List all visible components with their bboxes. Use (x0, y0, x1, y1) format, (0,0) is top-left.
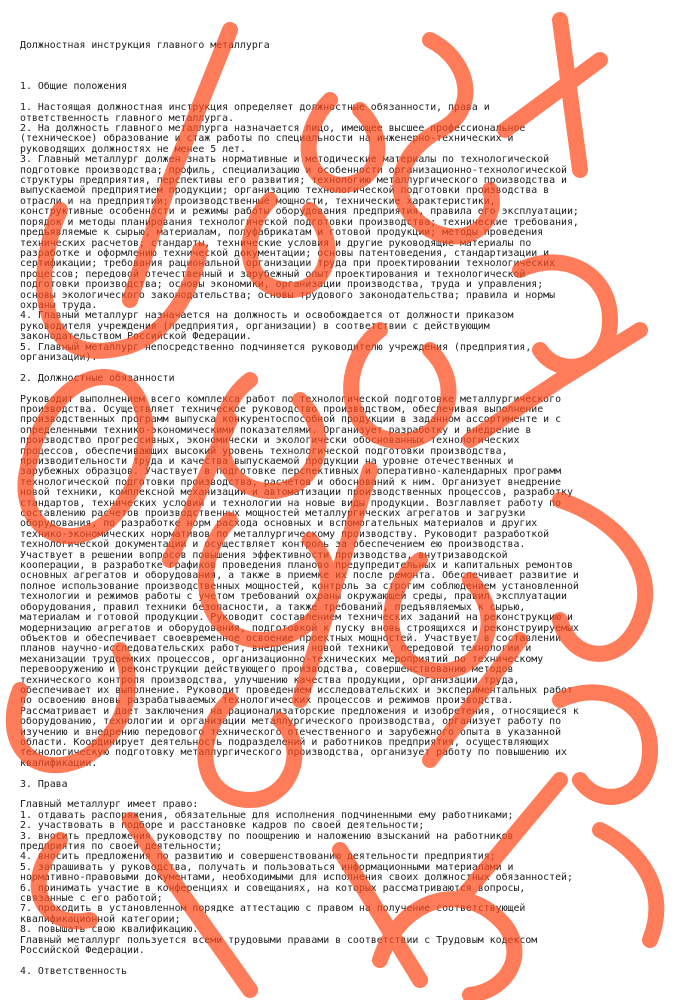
text-line: производства. Осуществляет техническое руководство производством, обеспечивая выполнение (20, 403, 544, 415)
text-line: основных агрегатов и оборудования, а также в приемке их после ремонта. Обеспечивает развитие и (20, 570, 579, 582)
paragraph (20, 103, 688, 363)
text-line: предъявляемые к сырью, материалам, полуфабрикатам и готовой продукции; методы проведения (20, 227, 544, 239)
text-line: 2. На должность главного металлурга назначается лицо, имеющее высшее профессиональное (20, 123, 526, 135)
heading-line: 2. Должностные обязанности (20, 372, 175, 384)
text-line: Главный металлург имеет право: (20, 799, 199, 811)
text-line: материалам и готовой продукции. Руководит составлением технических заданий на реконструкцию и (20, 612, 573, 624)
text-line: производственных программ выпуска конкурентоспособной продукции в заданном ассортименте и с (20, 414, 562, 426)
text-line: 3. вносить предложения руководству по поощрению и наложению взысканий на работников (20, 830, 514, 842)
heading-line: 4. Ответственность (20, 965, 128, 977)
text-line: руководителя учреждения (предприятия, организации) в соответствии с действующим (20, 320, 490, 332)
heading-line: 1. Общие положения (20, 81, 128, 93)
text-line: новой техники, комплексной механизации и автоматизации производственных процессов, разработку (20, 487, 573, 499)
text-line: 6. принимать участие в конференциях и совещаниях, на которых рассматриваются вопросы, (20, 882, 526, 894)
text-line: технико-экономических нормативов по металлургическому производству. Руководит разработкой (20, 528, 550, 540)
text-line: разработке и оформлению технической документации; основы патентоведения, стандартизации и (20, 247, 550, 259)
heading-line: 3. Права (20, 778, 68, 790)
text-line: ответственность главного металлурга. (20, 112, 235, 124)
section-heading (20, 374, 688, 384)
text-line: по освоению вновь разрабатываемых технологических процессов и режимов производства. (20, 695, 514, 707)
text-line: основы экологического законодательства; основы трудового законодательства; правила и нормы (20, 289, 556, 301)
text-line: предприятия по своей деятельности; (20, 841, 223, 852)
text-line: оборудования, по разработке норм расхода основных и вспомогательных материалов и других (20, 518, 538, 530)
text-line: оборудования, правил техники безопасности, а также требований, предъявляемых к сырью, (20, 601, 526, 613)
text-line: оборудованию, технологии и организации металлургического производства, организует работу по (20, 716, 562, 728)
text-line: квалификационной категории; (20, 913, 181, 925)
text-line: технических расчетов; стандарты, технические условия и другие руководящие материалы по (20, 237, 532, 249)
text-line: 8. повышать свою квалификацию. (20, 924, 199, 936)
text-line: объектов и обеспечивает своевременное освоение проектных мощностей. Участвует в составлении (20, 632, 562, 644)
text-line: процессов, обеспечивающих высокий уровень технологической подготовки производства, (20, 445, 508, 457)
blank-line (20, 769, 688, 779)
text-line: 4. Главный металлург назначается на должность и освобождается от должности приказом (20, 310, 514, 322)
text-line: составлению расчетов производственных мощностей металлургических агрегатов и загрузки (20, 508, 526, 520)
text-line: обеспечивает их выполнение. Руководит проведением исследовательских и экспериментальных работ (20, 684, 573, 696)
text-line: (техническое) образование и стаж работы по специальности на инженерно-технических и (20, 133, 514, 145)
text-line: порядок и методы планирования технологической подготовки производства; технические требования, (20, 216, 579, 228)
text-line: конструктивные особенности и режимы работы оборудования предприятия, правила его эксплуатации; (20, 206, 579, 218)
text-line: производство прогрессивных, экономически и экологически обоснованных технологических (20, 435, 520, 447)
text-line: изучению и внедрению передового технического отечественного и зарубежного опыта в указанной (20, 726, 562, 738)
text-line: технологической подготовки производства, расчетов и обоснований к ним. Организует внедрение (20, 476, 562, 488)
text-line: кооперации, в разработке графиков проведения планово предупредительных и капитальных ремонтов (20, 560, 573, 572)
text-line: Участвует в решении вопросов повышения эффективности производства, внутризаводской (20, 549, 508, 561)
text-line: производительности труда и качества выпускаемой продукции на уровне отечественных и (20, 456, 514, 467)
text-line: планов научно-исследовательских работ, внедрения новой техники, передовой технологии и (20, 643, 532, 655)
text-line: процессов; передовой отечественный и зарубежный опыт проектирования и технологической (20, 268, 526, 280)
text-line: нормативно-правовыми документами, необходимыми для исполнения своих должностных обязанностей; (20, 872, 573, 884)
text-line: Главный металлург пользуется всеми трудовыми правами в соответствии с Трудовым кодексом (20, 934, 538, 946)
text-line: механизации трудоемких процессов, организационно-технических мероприятий по техническому (20, 653, 544, 665)
text-line: модернизацию агрегатов и оборудования, подготовкой к пуску вновь строящихся и реконструируемых (20, 622, 579, 634)
text-line: охраны труда. (20, 299, 98, 311)
text-line: 5. Главный металлург непосредственно подчиняется руководителю учреждения (предприятия, (20, 341, 532, 353)
text-line: зарубежных образцов. Участвует в подготовке перспективных и оперативно-календарных программ (20, 466, 562, 478)
text-line: 7. проходить в установленном порядке аттестацию с правом на получение соответствующей (20, 903, 526, 915)
text-line: технологическую подготовку металлургического производства, организует работу по повышению их (20, 747, 567, 759)
text-line: 1. отдавать распоряжения, обязательные для исполнения подчиненными ему работниками; (20, 809, 514, 821)
text-line: стандартов, технических условий и технологии на новые виды продукции. Возглавляет работу по (20, 497, 562, 509)
text-line: подготовке производства; профиль, специализацию и особенности организационно-технологической (20, 164, 567, 176)
document-body (20, 20, 688, 988)
text-line: 1. Настоящая должностная инструкция определяет должностные обязанности, права и (20, 102, 490, 114)
document-title: Должностная инструкция главного металлурга (20, 39, 270, 51)
text-line: 5. запрашивать у руководства, получать и пользоваться информационными материалами и (20, 861, 514, 873)
text-line: Рассматривает и дает заключения на рационализаторские предложения и изобретения, относящиеся к (20, 705, 579, 717)
text-line: технического контроля производства, улучшению качества продукции, организации труда, (20, 674, 520, 686)
text-line: структуры предприятия, перспективы его развития; технологию металлургического производства и (20, 175, 567, 187)
text-line: определенными технико-экономическими показателями. Организует разработку и внедрение в (20, 424, 532, 436)
text-line: полное использование производственных мощностей, контроль за строгим соблюдением установленной (20, 580, 579, 592)
text-line: 2. участвовать в подборе и расстановке кадров по своей деятельности; (20, 820, 425, 832)
text-line: области. Координирует деятельность подразделений и работников предприятия, осуществляющих (20, 736, 550, 748)
text-line: отрасли и на предприятии; производственные мощности, технические характеристики, (20, 195, 496, 207)
blank-line (20, 384, 688, 394)
section-heading (20, 780, 688, 790)
text-line: подготовки производства; основы экономики, организации производства, труда и управления; (20, 279, 544, 291)
text-line: Руководит выполнением всего комплекса работ по технологической подготовке металлургического (20, 393, 562, 405)
text-line: руководящих должностях не менее 5 лет. (20, 143, 246, 155)
text-line: Российской Федерации. (20, 945, 145, 957)
text-line: организации). (20, 351, 98, 363)
text-line: 4. вносить предложения по развитию и совершенствованию деятельности предприятия; (20, 851, 496, 863)
text-line: технологии и режимов работы с учетом требований охраны окружающей среды, правил эксплуатации (20, 591, 567, 603)
section-heading (20, 967, 688, 977)
text-line: квалификации. (20, 757, 98, 769)
text-line: сертификации; требования рациональной организации труда при проектировании технологических (20, 258, 556, 270)
paragraph (20, 395, 688, 770)
text-line: законодательством Российской Федерации. (20, 331, 252, 343)
text-line: связанные с его работой; (20, 893, 163, 905)
paragraph (20, 800, 688, 956)
section-heading (20, 82, 688, 92)
text-line: 3. Главный металлург должен знать нормативные и методические материалы по технологической (20, 154, 550, 166)
text-line: технологической документации и осуществляет контроль за обеспечением ею производства. (20, 539, 526, 551)
text-line: перевооружению и реконструкции действующего производства, совершенствованию методов (20, 664, 514, 676)
document-blocks (20, 72, 688, 977)
text-line: выпускаемой предприятием продукции; организацию технологической подготовки производства в (20, 185, 550, 197)
